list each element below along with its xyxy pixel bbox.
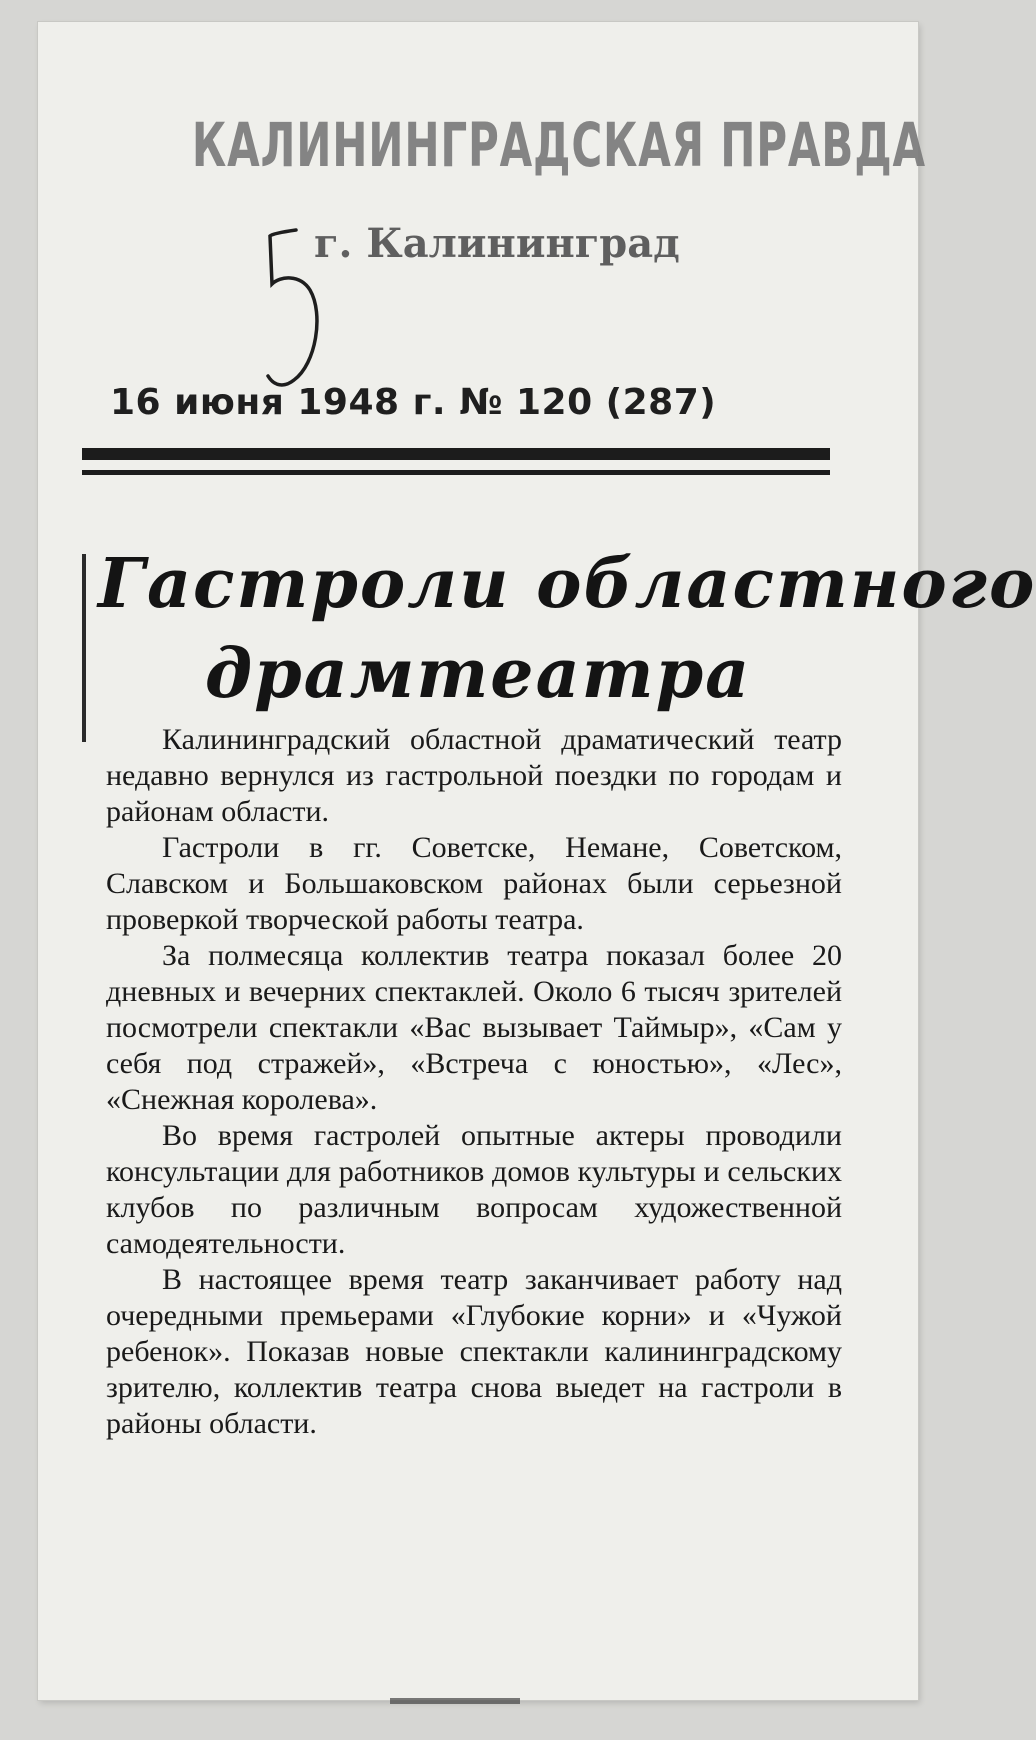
city-stamp: г. Калининград [314, 220, 680, 267]
bottom-ink-mark [390, 1698, 520, 1704]
article-paragraph: Гастроли в гг. Советске, Немане, Советском, Славском и Большаковском районах были серьезной проверкой творческой работы театра. [106, 831, 842, 936]
article-paragraph: Во время гастролей опытные актеры проводили консультации для работников домов культуры и сельских клубов по различным вопросам художественной самодеятельности. [106, 1119, 842, 1260]
article-paragraph: Калининградский областной драматический театр недавно вернулся из гастрольной поездки по городам и районам области. [106, 723, 842, 828]
masthead-rule-thin [82, 470, 830, 475]
article-body [106, 722, 842, 1442]
column-divider [82, 554, 86, 742]
article-paragraph: За полмесяца коллектив театра показал более 20 дневных и вечерних спектаклей. Около 6 тысяч зрителей посмотрели спектакли «Вас вызывает Таймыр», «Сам у себя под стражей», «Встреча с юностью», «Лес», «Снежная королева». [106, 939, 842, 1116]
newspaper-clipping [38, 22, 1036, 1700]
issue-date-number: 16 июня 1948 г. № 120 (287) [110, 382, 717, 423]
newspaper-name-stamp: КАЛИНИНГРАДСКАЯ ПРАВДА [191, 110, 926, 181]
article-paragraph: В настоящее время театр заканчивает работу над очередными премьерами «Глубокие корни» и «Чужой ребенок». Показав новые спектакли калининградскому зрителю, коллектив театра снова выедет на гастроли в районы области. [106, 1263, 842, 1440]
article-headline-line-1: Гастроли областного [98, 544, 1036, 624]
masthead-rule-thick [82, 448, 830, 460]
article-headline-line-2: драмтеатра [204, 634, 752, 714]
